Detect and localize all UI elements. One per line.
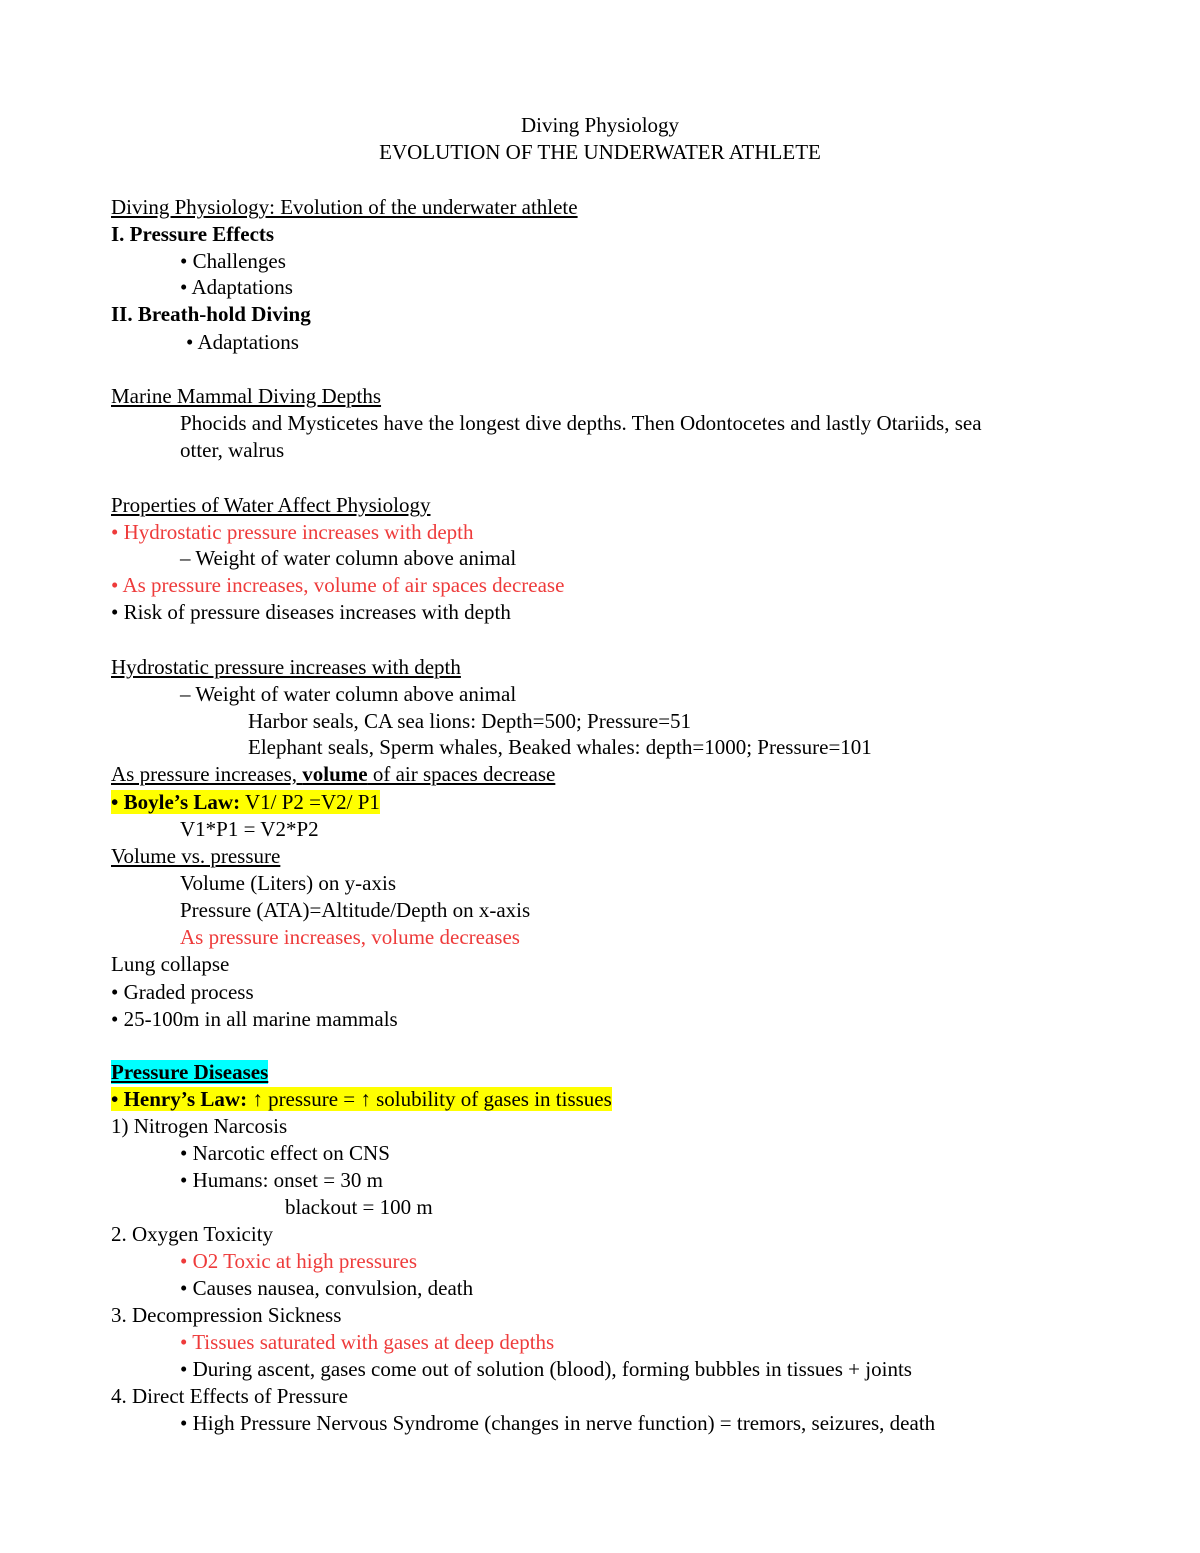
properties-heading: Properties of Water Affect Physiology	[111, 493, 431, 517]
disease-direct-effects: 4. Direct Effects of Pressure	[111, 1384, 348, 1408]
document-subtitle: EVOLUTION OF THE UNDERWATER ATHLETE	[379, 140, 821, 164]
section-breath-hold-diving: II. Breath-hold Diving	[111, 302, 311, 326]
depths-text-line2: otter, walrus	[180, 438, 285, 462]
lung-item-2: • 25-100m in all marine mammals	[111, 1007, 398, 1031]
lung-collapse-heading: Lung collapse	[111, 952, 230, 976]
properties-item-risk: • Risk of pressure diseases increases with depth	[111, 600, 511, 624]
hydrostatic-subitem: – Weight of water column above animal	[180, 682, 517, 706]
list-item: • Adaptations	[180, 275, 293, 299]
disease-decompression-sickness: 3. Decompression Sickness	[111, 1303, 342, 1327]
properties-item-volume: • As pressure increases, volume of air spaces decrease	[111, 573, 565, 597]
disease-nitrogen-narcosis: 1) Nitrogen Narcosis	[111, 1114, 288, 1138]
boyles-law-highlight	[111, 790, 380, 814]
list-item: • Tissues saturated with gases at deep depths	[180, 1330, 555, 1354]
volume-heading	[111, 761, 555, 788]
list-item: • O2 Toxic at high pressures	[180, 1249, 418, 1273]
boyles-law-alt: V1*P1 = V2*P2	[180, 817, 319, 841]
boyles-law-label: • Boyle’s Law:	[111, 790, 241, 814]
list-item: • Adaptations	[186, 330, 299, 354]
depths-heading: Marine Mammal Diving Depths	[111, 384, 382, 408]
list-item: • During ascent, gases come out of solution (blood), forming bubbles in tissues + joints	[180, 1357, 912, 1381]
disease-oxygen-toxicity: 2. Oxygen Toxicity	[111, 1222, 274, 1246]
vs-line-2: Pressure (ATA)=Altitude/Depth on x-axis	[180, 898, 531, 922]
list-item: • Challenges	[180, 249, 286, 273]
list-item: • Humans: onset = 30 m	[180, 1168, 383, 1192]
pressure-diseases-heading-line	[111, 1059, 268, 1086]
henrys-law-text: ↑ pressure = ↑ solubility of gases in tissues	[247, 1087, 612, 1111]
document-title: Diving Physiology	[520, 113, 680, 137]
section-pressure-effects: I. Pressure Effects	[111, 222, 275, 246]
list-item: • Causes nausea, convulsion, death	[180, 1276, 474, 1300]
lung-item-1: • Graded process	[111, 980, 254, 1004]
list-item: • Narcotic effect on CNS	[180, 1141, 390, 1165]
volume-heading-bold: volume	[302, 762, 368, 786]
list-item: • High Pressure Nervous Syndrome (changes in nerve function) = tremors, seizures, death	[180, 1411, 936, 1435]
depths-text-line1: Phocids and Mysticetes have the longest dive depths. Then Odontocetes and lastly Otariids, sea	[180, 411, 982, 435]
vs-line-1: Volume (Liters) on y-axis	[180, 871, 396, 895]
hydrostatic-example-2: Elephant seals, Sperm whales, Beaked whales: depth=1000; Pressure=101	[248, 735, 872, 759]
henrys-law-label: • Henry’s Law:	[111, 1087, 248, 1111]
properties-subitem: – Weight of water column above animal	[180, 546, 517, 570]
boyles-law-formula: V1/ P2 =V2/ P1	[240, 790, 380, 814]
volume-vs-pressure-heading: Volume vs. pressure	[111, 844, 281, 868]
hydrostatic-example-1: Harbor seals, CA sea lions: Depth=500; Pressure=51	[248, 709, 692, 733]
outline-heading: Diving Physiology: Evolution of the underwater athlete	[111, 195, 578, 219]
boyles-law	[111, 789, 380, 816]
pressure-diseases-heading: Pressure Diseases	[111, 1060, 269, 1084]
henrys-law-highlight	[111, 1087, 612, 1111]
volume-heading-post: of air spaces decrease	[367, 762, 556, 786]
list-item: blackout = 100 m	[285, 1195, 433, 1219]
henrys-law	[111, 1086, 612, 1113]
volume-heading-pre: As pressure increases,	[111, 762, 303, 786]
properties-item-hydrostatic: • Hydrostatic pressure increases with depth	[111, 520, 474, 544]
hydrostatic-heading: Hydrostatic pressure increases with depth	[111, 655, 461, 679]
vs-line-3: As pressure increases, volume decreases	[180, 925, 520, 949]
